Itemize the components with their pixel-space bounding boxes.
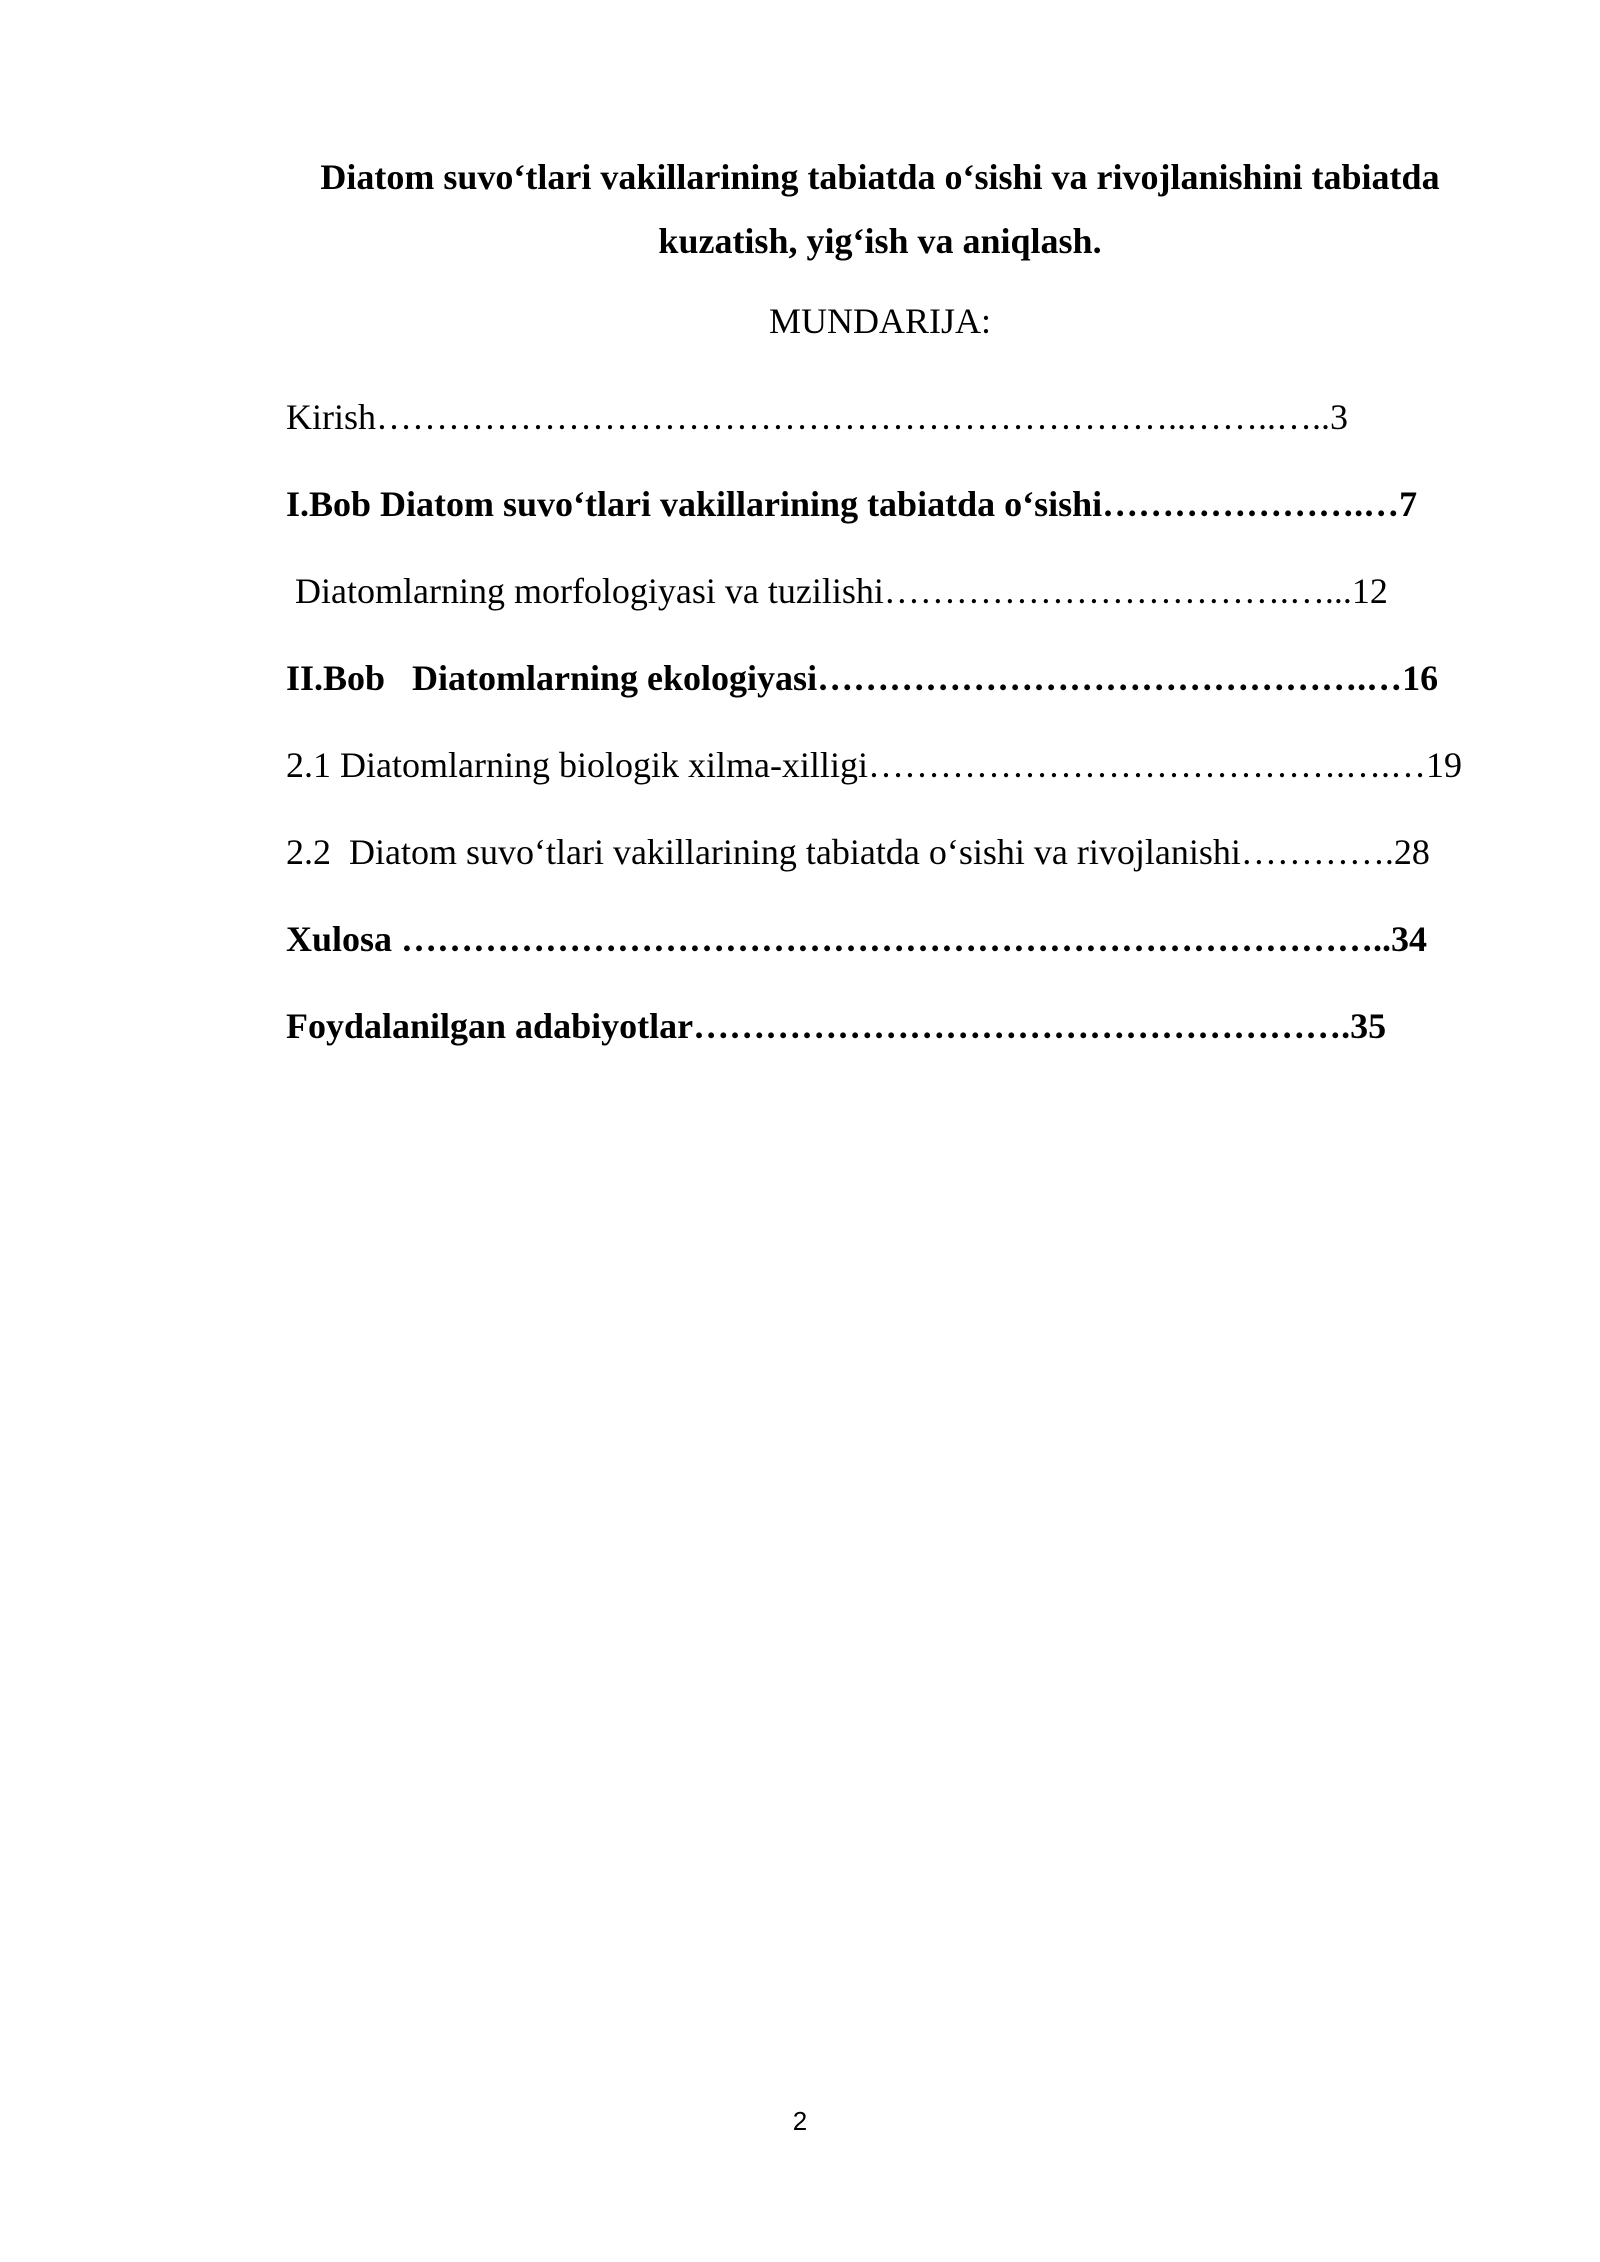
toc-heading: MUNDARIJA: — [768, 301, 991, 341]
toc-entry-text: Foydalanilgan adabiyotlar……………………………………………….35 — [286, 1006, 1387, 1046]
toc-entry-text: Kirish…………………………………………………………..……..…..3 — [286, 397, 1348, 437]
toc-entry-text: I.Bob Diatom suvo‘tlari vakillarining tabiatda o‘sishi………………….…7 — [286, 484, 1418, 524]
toc-entry-section-2-1 — [286, 743, 1486, 787]
title-line-1: Diatom suvo‘tlari vakillarining tabiatda o‘sishi va rivojlanishini tabiatda — [320, 157, 1440, 197]
page-number: 2 — [792, 2106, 808, 2136]
toc-entry-chapter-2 — [286, 656, 1486, 700]
toc-entry-text: II.Bob Diatomlarning ekologiyasi……………………………………….…16 — [286, 658, 1439, 698]
title-line-2: kuzatish, yig‘ish va aniqlash. — [658, 221, 1102, 261]
toc-entry-references — [286, 1004, 1486, 1048]
toc-entry-section-2-2 — [286, 830, 1486, 874]
toc-entry-conclusion — [286, 917, 1486, 961]
toc-entry-chapter-1 — [286, 482, 1486, 526]
toc-entry-kirish — [286, 395, 1486, 439]
toc-entry-text: 2.1 Diatomlarning biologik xilma-xilligi………………………………….….…19 — [286, 745, 1462, 785]
toc-entry-text: Diatomlarning morfologiyasi va tuzilishi…………………………….…...12 — [286, 571, 1388, 611]
toc-entry-text: 2.2 Diatom suvo‘tlari vakillarining tabiatda o‘sishi va rivojlanishi………….28 — [286, 832, 1430, 872]
toc-entry-text: Xulosa ………………………………………………………………………..34 — [286, 919, 1428, 959]
toc-entry-morphology — [286, 569, 1486, 613]
document-title — [280, 145, 1480, 273]
